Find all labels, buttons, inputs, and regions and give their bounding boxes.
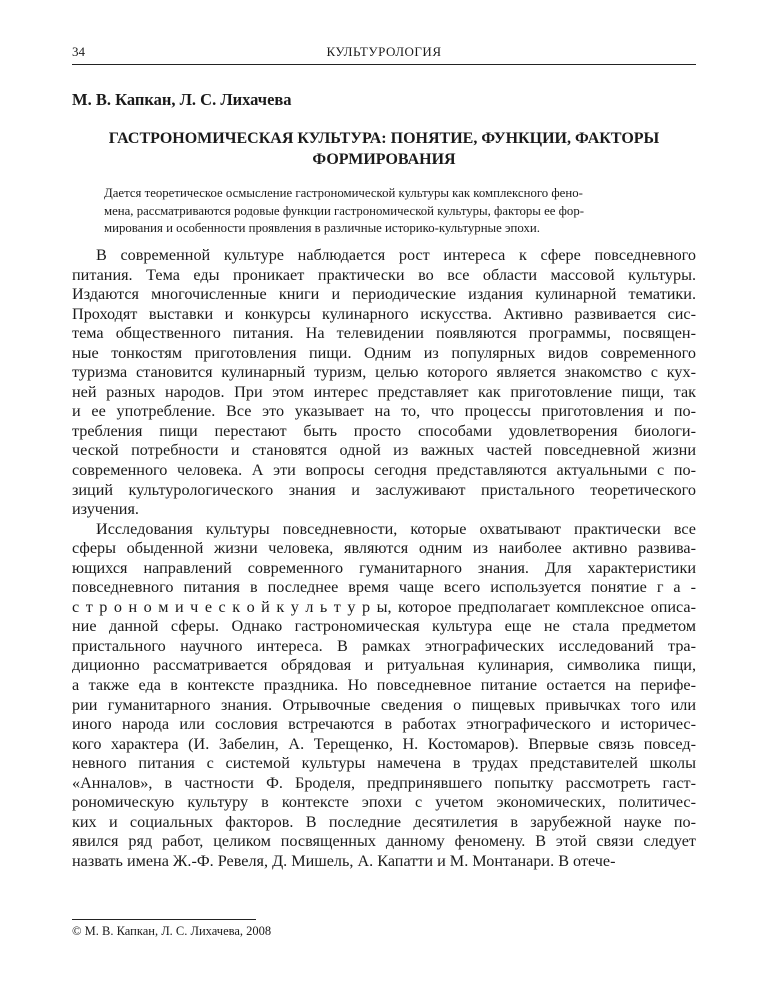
body-line: В современной культуре наблюдается рост интереса к сфере повседневного — [96, 246, 696, 264]
copyright-notice: © М. В. Капкан, Л. С. Лихачева, 2008 — [72, 924, 272, 938]
body-line: ние данной сферы. Однако гастрономическая культура еще не стала предметом — [72, 617, 696, 636]
article-abstract — [104, 185, 696, 238]
article-authors: М. В. Капкан, Л. С. Лихачева — [72, 90, 292, 109]
abstract-line: Дается теоретическое осмысление гастрономической культуры как комплексного фено- — [104, 186, 583, 200]
body-line: питания. Тема еды проникает практически во все области массовой культуры. — [72, 265, 696, 284]
body-line: современного человека. А эти вопросы сегодня представляются актуальными с по- — [72, 461, 696, 480]
body-line: назвать имена Ж.-Ф. Ревеля, Д. Мишель, А. Капатти и М. Монтанари. В отече- — [72, 851, 616, 870]
running-head — [72, 42, 696, 62]
body-line: рономическую культуру в контексте эпохи с учетом экономических, политичес- — [72, 793, 696, 812]
body-line: ческой потребности и становятся одной из важных частей повседневной жизни — [72, 441, 696, 460]
body-line: Исследования культуры повседневности, которые охватывают практически все — [96, 519, 696, 538]
header-rule — [72, 64, 696, 65]
abstract-line: мена, рассматриваются родовые функции гастрономической культуры, факторы ее фор- — [104, 203, 584, 218]
article-body — [72, 246, 696, 872]
title-line: ГАСТРОНОМИЧЕСКАЯ КУЛЬТУРА: ПОНЯТИЕ, ФУНКЦИИ, ФАКТОРЫ — [108, 130, 660, 147]
body-line: и ее употребление. Все это указывает на то, что процессы приготовления и по- — [72, 402, 696, 421]
body-line: туризма становится кулинарный туризм, целью которого является знакомство с кух- — [72, 363, 696, 382]
body-line: ней разных народов. При этом интерес представляет как приготовление пищи, так — [72, 382, 696, 401]
body-line: явился ряд работ, целиком посвященных данному феномену. В этой связи следует — [72, 832, 696, 851]
body-line: Проходят выставки и конкурсы кулинарного искусства. Активно развивается сис- — [72, 304, 696, 323]
body-line: ные тонкостям приготовления пищи. Одним из популярных видов современного — [72, 343, 696, 362]
body-line: с т р о н о м и ч е с к о й к у л ь т у р ы, которое предполагает комплексное описа- — [72, 597, 696, 616]
footnote-rule — [72, 919, 256, 920]
journal-title: КУЛЬТУРОЛОГИЯ — [326, 44, 442, 59]
body-line: невного питания с системой культуры намечена в трудах представителей школы — [72, 754, 696, 773]
body-line: пристального научного интереса. В рамках этнографических исследований тра- — [72, 636, 696, 655]
body-line: требления пищи перестают быть просто способами удовлетворения биологи- — [72, 421, 696, 440]
body-line: тема общественного питания. На телевидении появляются программы, посвящен- — [72, 324, 696, 343]
body-line: Издаются многочисленные книги и периодические издания кулинарной тематики. — [72, 285, 696, 304]
body-line: сферы обыденной жизни человека, являются одним из наиболее активно развива- — [72, 539, 696, 558]
body-line: а также еда в контексте праздника. Но повседневное питание остается на перифе- — [72, 676, 696, 695]
body-line: зиций культурологического знания и заслуживают пристального теоретического — [72, 480, 696, 499]
body-line: диционно рассматривается обрядовая и ритуальная кулинария, символика пищи, — [72, 656, 696, 675]
body-line: повседневного питания в последнее время чаще всего используется понятие г а - — [72, 578, 696, 597]
body-line: изучения. — [72, 500, 139, 519]
body-line: ких и социальных факторов. В последние десятилетия в зарубежной науке по- — [72, 812, 696, 831]
article-title — [80, 128, 688, 170]
body-line: «Анналов», в частности Ф. Броделя, предпринявшего попытку рассмотреть гаст- — [72, 773, 696, 792]
page-number: 34 — [72, 44, 85, 59]
body-line: рии гуманитарного знания. Отрывочные сведения о пищевых привычках того или — [72, 695, 696, 714]
body-line: кого характера (И. Забелин, А. Терещенко, Н. Костомаров). Впервые связь повсед- — [72, 734, 696, 753]
body-line: ющихся направлений современного гуманитарного знания. Для характеристики — [72, 558, 696, 577]
body-line: иного народа или сословия встречаются в работах этнографического и историчес- — [72, 715, 696, 734]
abstract-line: мирования и особенности проявления в различные историко-культурные эпохи. — [104, 221, 540, 235]
title-line: ФОРМИРОВАНИЯ — [312, 151, 456, 168]
